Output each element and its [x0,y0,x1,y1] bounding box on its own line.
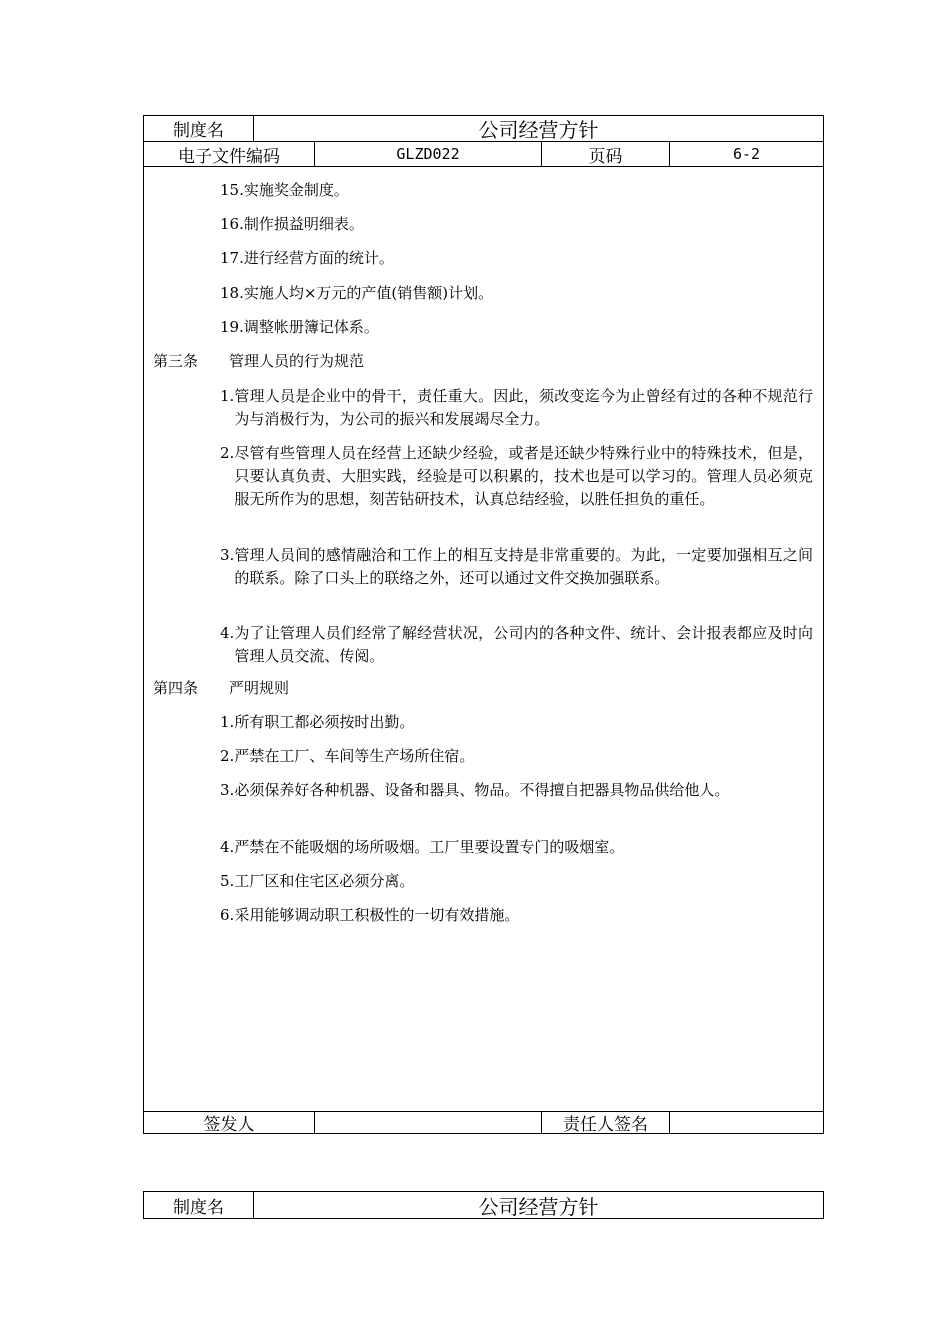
article-label: 第四条 [153,679,199,697]
header-row-rule-name [144,1192,823,1218]
list-item [220,247,813,270]
item-text: 为了让管理人员们经常了解经营状况，公司内的各种文件、统计、会计报表都应及时向管理人员交流、传阅。 [234,624,813,665]
item-text: 管理人员是企业中的骨干，责任重大。因此，须改变迄今为止曾经有过的各种不规范行为与消极行为，为公司的振兴和发展竭尽全力。 [234,387,813,428]
issuer-signature-field[interactable] [314,1112,541,1133]
header-row-rule-name [144,116,823,142]
footer-row [144,1111,823,1133]
list-item [220,213,813,236]
list-item [220,779,813,802]
responsible-signature-field[interactable] [669,1112,823,1133]
next-page-form [143,1191,824,1219]
rule-name-label: 制度名 [173,1197,224,1218]
item-text: 管理人员间的感情融洽和工作上的相互支持是非常重要的。为此，一定要加强相互之间的联系。除了口头上的联络之外，还可以通过文件交换加强联系。 [234,546,813,587]
item-text: 实施人均×万元的产值(销售额)计划。 [243,284,494,302]
item-text: 调整帐册簿记体系。 [243,318,379,336]
issuer-label: 签发人 [203,1115,255,1135]
responsible-label: 责任人签名 [541,1112,669,1133]
article-title: 管理人员的行为规范 [229,352,365,370]
item-number: 19. [220,318,244,336]
list-item [220,904,813,927]
page-label: 页码 [541,142,669,166]
item-number: 2. [220,444,235,462]
document-form [143,115,824,1134]
list-item [220,745,813,768]
page-value: 6-2 [669,142,823,166]
list-item [220,870,813,893]
item-text: 必须保养好各种机器、设备和器具、物品。不得擅自把器具物品供给他人。 [234,781,730,799]
rule-name-label: 制度名 [173,121,224,141]
item-number: 4. [220,624,235,642]
item-text: 尽管有些管理人员在经营上还缺少经验，或者是还缺少特殊行业中的特殊技术，但是，只要认真负责、大胆实践，经验是可以积累的，技术也是可以学习的。管理人员必须克服无所作为的思想，刻苦钻研技术，认真总结经验，以胜任担负的重任。 [234,444,813,508]
document-body [144,167,823,1111]
list-item [220,316,813,339]
list-item [220,544,813,590]
list-item [220,836,813,859]
item-text: 所有职工都必须按时出勤。 [234,713,415,731]
item-text: 实施奖金制度。 [243,181,349,199]
item-number: 2. [220,747,235,765]
item-number: 4. [220,838,235,856]
list-item [220,282,813,305]
item-number: 3. [220,546,235,564]
rule-name-value: 公司经营方针 [253,116,823,141]
item-number: 6. [220,906,235,924]
header-row-file-code [144,142,823,167]
item-number: 18. [220,284,244,302]
list-item [220,622,813,668]
item-number: 5. [220,872,235,890]
item-number: 1. [220,713,235,731]
item-number: 15. [220,181,244,199]
list-item [220,711,813,734]
list-item [220,385,813,431]
article-label: 第三条 [153,352,199,370]
item-number: 17. [220,249,244,267]
item-text: 制作损益明细表。 [243,215,364,233]
list-item [220,442,813,511]
item-text: 严禁在工厂、车间等生产场所住宿。 [234,747,475,765]
item-number: 3. [220,781,235,799]
list-item [220,179,813,202]
rule-name-value: 公司经营方针 [253,1192,823,1218]
article-heading [153,677,289,700]
item-number: 1. [220,387,235,405]
item-number: 16. [220,215,244,233]
item-text: 采用能够调动职工积极性的一切有效措施。 [234,906,520,924]
item-text: 进行经营方面的统计。 [243,249,394,267]
item-text: 严禁在不能吸烟的场所吸烟。工厂里要设置专门的吸烟室。 [234,838,625,856]
item-text: 工厂区和住宅区必须分离。 [234,872,415,890]
file-code-value: GLZD022 [314,142,541,166]
file-code-label: 电子文件编码 [178,146,280,167]
article-heading [153,350,364,373]
article-title: 严明规则 [229,679,290,697]
